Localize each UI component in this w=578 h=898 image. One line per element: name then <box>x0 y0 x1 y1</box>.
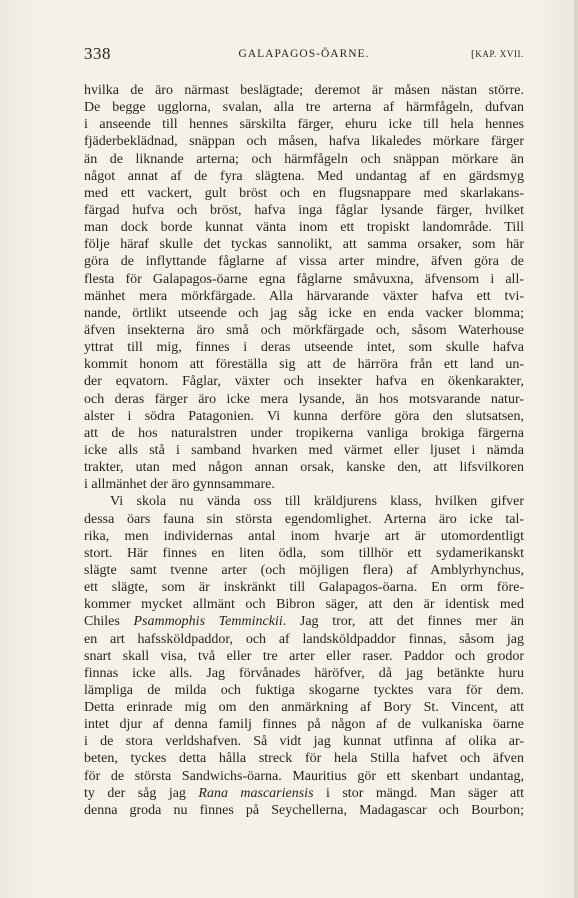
text-line <box>84 219 524 236</box>
text-line <box>84 768 524 785</box>
text-segment: i allmänhet der äro gynnsammare. <box>84 477 275 493</box>
text-segment: kommit honom att föreställa sig att de härröra från ett land un- <box>84 357 524 373</box>
text-segment: finnas icke alls. Jag förvånades häröfver, då jag betänkte huru <box>84 665 524 681</box>
text-segment: slägte samt tvenne arter (och möjligen flera) af Amblyrhynchus, <box>84 562 524 578</box>
text-segment: kommer mycket allmänt och Bibron säger, att den är identisk med <box>84 597 524 613</box>
text-line <box>84 322 524 339</box>
text-segment: beten, tyckes detta hålla streck för hela Stilla hafvet och äfven <box>84 751 524 767</box>
text-segment: göra de inflyttande fåglarne af vissa arter mindre, äfven göra de <box>84 254 524 270</box>
text-segment: . Jag tror, att det finnes mer än <box>282 614 524 630</box>
text-segment: i de stora verldshafven. Så vidt jag kunnat utfinna af olika ar- <box>84 734 524 750</box>
text-segment: en art hafssköldpaddor, och af landsköldpaddor finnas, såsom jag <box>84 631 524 647</box>
text-segment: icke alls stå i samband hvarken med värmet eller ljuset i nämda <box>84 442 524 458</box>
text-segment: Detta erinrade mig om den anmärkning af Bory St. Vincent, att <box>84 700 524 716</box>
text-line <box>84 236 524 253</box>
text-line <box>84 596 524 613</box>
text-segment: i anseende till hennes särskilta färger, ehuru icke till hela hennes <box>84 117 524 133</box>
text-line <box>84 391 524 408</box>
text-line <box>84 116 524 133</box>
text-line <box>84 408 524 425</box>
text-line <box>84 373 524 390</box>
text-line <box>84 168 524 185</box>
text-line <box>84 185 524 202</box>
page-edge <box>574 0 578 898</box>
text-line <box>84 151 524 168</box>
chapter-label: KAP. XVII. <box>475 49 524 59</box>
text-line <box>84 562 524 579</box>
text-segment: rika, men individernas antal inom hvarje art är utomordentligt <box>84 528 524 544</box>
text-line <box>84 253 524 270</box>
text-line <box>84 99 524 116</box>
italic-species-name: Rana mascariensis <box>198 785 314 801</box>
text-line <box>84 82 524 99</box>
text-segment: något annat af de fyra slägtena. Med undantag af en gärdsmyg <box>84 168 524 184</box>
text-line <box>84 339 524 356</box>
body-text <box>84 82 524 819</box>
text-segment: yttrat till mig, finnes i deras utseende intet, som skulle hafva <box>84 340 524 356</box>
text-segment: stort. Här finnes en liten ödla, som tillhör ett sydamerikanskt <box>84 545 524 561</box>
text-segment: flesta för Galapagos-öarne egna fåglarne småvuxna, äfvensom i all- <box>84 271 524 287</box>
text-segment: att de hos naturalstren under tropikerna vanliga brokiga färgerna <box>84 425 524 441</box>
text-line <box>84 648 524 665</box>
text-line <box>84 750 524 767</box>
text-line <box>84 459 524 476</box>
text-segment: man dock borde kunnat vänta inom ett tropiskt landområde. Till <box>84 220 524 236</box>
text-line <box>84 493 524 510</box>
text-segment: der eqvatorn. Fåglar, växter och insekter hafva en ökenkarakter, <box>84 374 524 390</box>
text-segment: Vi skola nu vända oss till kräldjurens klass, hvilken gifver <box>110 494 524 510</box>
italic-species-name: Psammophis Temminckii <box>133 614 283 630</box>
text-segment: för de största Sandwichs-öarna. Mauritius gör ett skenbart undantag, <box>84 768 524 784</box>
text-line <box>84 802 524 819</box>
text-line <box>84 442 524 459</box>
text-segment: alster i södra Patagonien. Vi kunna derföre göra den slutsatsen, <box>84 408 524 424</box>
text-segment: Chiles <box>84 614 134 630</box>
text-segment: trakter, utan med någon annan orsak, kanske den, att lifsvilkoren <box>84 460 524 476</box>
page-number: 338 <box>84 44 111 63</box>
text-line <box>84 528 524 545</box>
text-segment: hvilka de äro närmast beslägtade; deremot är måsen nästan större. <box>84 83 524 98</box>
text-line <box>84 699 524 716</box>
text-line <box>84 733 524 750</box>
text-line <box>84 579 524 596</box>
text-line <box>84 665 524 682</box>
text-line <box>84 133 524 150</box>
page-header <box>84 44 524 66</box>
text-segment: äfven insekterna äro små och mörkfärgade och, såsom Waterhouse <box>84 322 524 338</box>
text-line <box>84 271 524 288</box>
text-segment: mänhet mera mörkfärgade. Alla härvarande växter hafva ett tvi- <box>84 288 524 304</box>
text-segment: färgad hufva och bröst, hafva inga fåglar lysande färger, hvilket <box>84 202 524 218</box>
text-segment: denna groda nu finnes på Seychellerna, Madagascar och Bourbon; <box>84 802 524 818</box>
text-line <box>84 785 524 802</box>
text-segment: och deras färger äro icke mera lysande, än hos motsvarande natur- <box>84 391 524 407</box>
chapter-reference <box>471 48 524 60</box>
text-line <box>84 545 524 562</box>
text-line <box>84 511 524 528</box>
text-line <box>84 716 524 733</box>
text-line <box>84 202 524 219</box>
text-line <box>84 613 524 630</box>
text-segment: fjäderbeklädnad, snäppan och måsen, hafva likaledes mörkare färger <box>84 134 524 150</box>
text-line <box>84 682 524 699</box>
text-segment: ett slägte, som är inskränkt till Galapagos-öarna. En orm före- <box>84 580 524 596</box>
text-segment: nande, örtlikt utseende och jag såg icke en enda vacker blomma; <box>84 305 524 321</box>
text-line <box>84 425 524 442</box>
text-segment: De begge ugglorna, svalan, alla tre arterna af härmfågeln, dufvan <box>84 100 524 116</box>
text-segment: intet djur af denna familj finnes på någon af de vulkaniska öarne <box>84 717 524 733</box>
text-segment: följe häraf skulle det tyckas sannolikt, att samma orsaker, som här <box>84 237 524 253</box>
text-segment: lämpliga de milda och fuktiga skogarne tycktes vara för dem. <box>84 682 524 698</box>
text-segment: i stor mängd. Man säger att <box>313 785 524 801</box>
chapter-bracket: [ <box>470 48 476 60</box>
text-line <box>84 476 524 493</box>
text-line <box>84 305 524 322</box>
text-segment: snart skall visa, två eller tre arter eller raser. Paddor och grodor <box>84 648 524 664</box>
running-title: GALAPAGOS-ÖARNE. <box>238 48 370 60</box>
text-segment: dessa öars fauna sin största egendomlighet. Arterna äro icke tal- <box>84 511 524 527</box>
text-segment: än de liknande arterna; och härmfågeln och snäppan mörkare än <box>84 151 524 167</box>
text-line <box>84 356 524 373</box>
text-segment: med ett vackert, gult bröst och en flugsnappare med skarlakans- <box>84 185 524 201</box>
text-line <box>84 631 524 648</box>
text-line <box>84 288 524 305</box>
text-segment: ty der såg jag <box>84 785 199 801</box>
